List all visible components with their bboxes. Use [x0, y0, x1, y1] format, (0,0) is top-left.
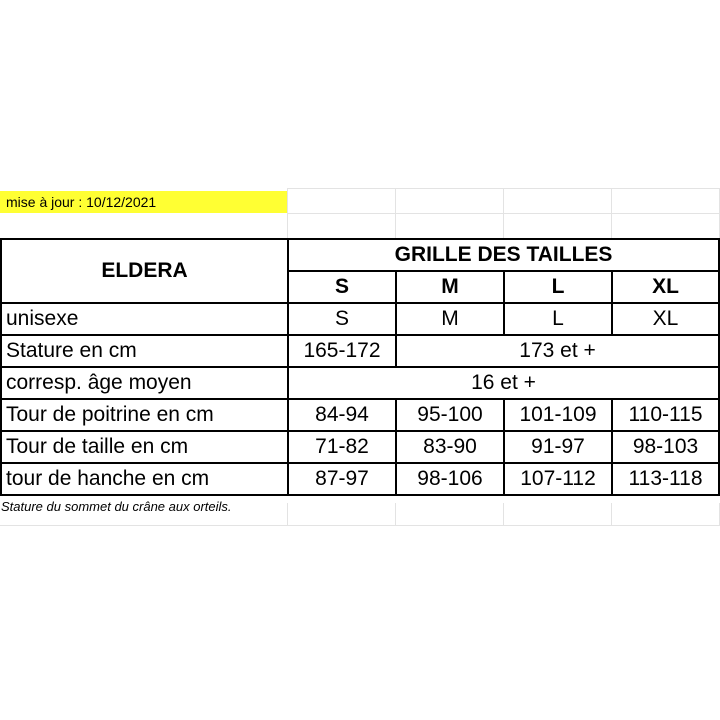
size-table [0, 238, 720, 517]
row-label: Stature en cm [1, 335, 288, 367]
table-cell: 98-103 [612, 431, 719, 463]
table-cell: XL [612, 303, 719, 335]
row-label: tour de hanche en cm [1, 463, 288, 495]
faint-gridline [395, 503, 396, 525]
table-cell: 95-100 [396, 399, 504, 431]
table-cell: 165-172 [288, 335, 396, 367]
table-cell: 173 et + [396, 335, 719, 367]
table-cell: 16 et + [288, 367, 719, 399]
update-row [0, 188, 720, 213]
row-label: Tour de poitrine en cm [1, 399, 288, 431]
update-date-cell: mise à jour : 10/12/2021 [0, 191, 287, 213]
size-header-l: L [504, 271, 612, 303]
size-chart-sheet [0, 188, 720, 514]
faint-gridline [0, 525, 720, 526]
chart-title: GRILLE DES TAILLES [288, 239, 719, 271]
table-row [1, 335, 719, 367]
table-cell: S [288, 303, 396, 335]
table-cell: 91-97 [504, 431, 612, 463]
table-cell: 83-90 [396, 431, 504, 463]
row-label: corresp. âge moyen [1, 367, 288, 399]
size-header-xl: XL [612, 271, 719, 303]
faint-gridline [287, 503, 288, 525]
footnote: Stature du sommet du crâne aux orteils. [1, 495, 719, 517]
size-header-m: M [396, 271, 504, 303]
table-cell: 98-106 [396, 463, 504, 495]
faint-gridline [503, 503, 504, 525]
table-cell: 71-82 [288, 431, 396, 463]
table-cell: L [504, 303, 612, 335]
table-cell: 110-115 [612, 399, 719, 431]
row-label: unisexe [1, 303, 288, 335]
faint-gridline [287, 188, 720, 189]
table-cell: 87-97 [288, 463, 396, 495]
table-cell: M [396, 303, 504, 335]
row-label: Tour de taille en cm [1, 431, 288, 463]
table-cell: 101-109 [504, 399, 612, 431]
size-header-s: S [288, 271, 396, 303]
table-row [1, 431, 719, 463]
brand-cell: ELDERA [1, 239, 288, 303]
table-row [1, 367, 719, 399]
faint-gridline [611, 503, 612, 525]
table-cell: 113-118 [612, 463, 719, 495]
faint-gridline [287, 213, 720, 214]
table-cell: 84-94 [288, 399, 396, 431]
table-cell: 107-112 [504, 463, 612, 495]
table-row [1, 463, 719, 495]
table-row [1, 303, 719, 335]
table-row [1, 399, 719, 431]
